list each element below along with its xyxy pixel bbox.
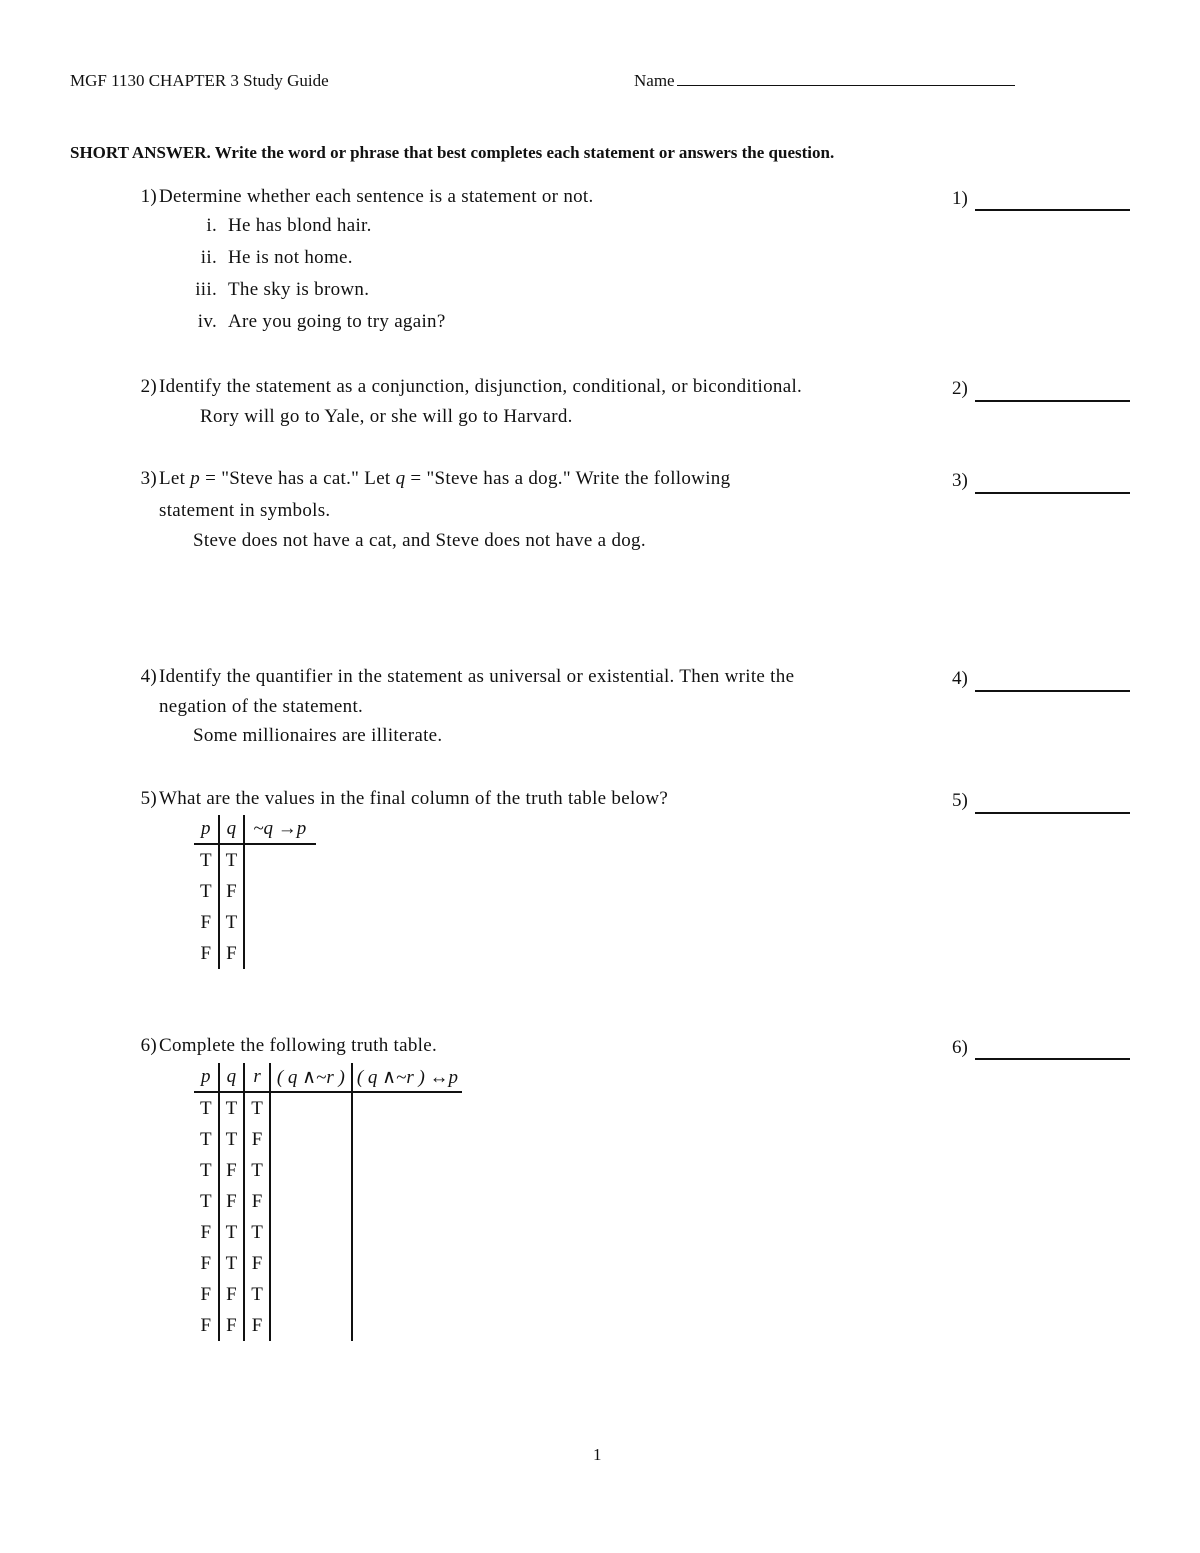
- table-header-row: [194, 1063, 462, 1092]
- answer-cell[interactable]: [352, 1217, 462, 1248]
- table-row: [194, 1186, 462, 1217]
- answer-cell[interactable]: [352, 1279, 462, 1310]
- answer-label-3: 3): [952, 470, 968, 491]
- answer-cell[interactable]: [352, 1155, 462, 1186]
- question-text: Complete the following truth table.: [159, 1035, 438, 1056]
- table-cell: F: [194, 1279, 219, 1310]
- table-cell: F: [194, 907, 219, 938]
- table-cell: F: [244, 1186, 270, 1217]
- table-cell: T: [219, 907, 245, 938]
- question-text-line2: statement in symbols.: [159, 500, 331, 521]
- table-cell: F: [219, 938, 245, 969]
- table-cell: F: [219, 876, 245, 907]
- question-text: What are the values in the final column of the truth table below?: [159, 788, 669, 809]
- table-cell: F: [244, 1124, 270, 1155]
- answer-blank-6[interactable]: [975, 1058, 1130, 1060]
- name-blank[interactable]: [677, 71, 1015, 86]
- answer-cell[interactable]: [270, 1186, 352, 1217]
- answer-blank-4[interactable]: [975, 690, 1130, 692]
- answer-cell[interactable]: [270, 1124, 352, 1155]
- column-header: q: [219, 1063, 245, 1092]
- answer-cell[interactable]: [352, 1310, 462, 1341]
- answer-cell[interactable]: [270, 1279, 352, 1310]
- table-cell: F: [194, 938, 219, 969]
- name-field[interactable]: [634, 71, 1015, 91]
- table-row: [194, 1124, 462, 1155]
- table-row: [194, 1217, 462, 1248]
- question-text-part: Let: [159, 468, 191, 489]
- answer-cell[interactable]: [352, 1248, 462, 1279]
- question-number: 5): [140, 788, 157, 809]
- table-cell: F: [194, 1310, 219, 1341]
- table-cell: T: [244, 1279, 270, 1310]
- roman-numeral: i.: [206, 215, 217, 236]
- answer-label-4: 4): [952, 668, 968, 689]
- question-number: 1): [140, 186, 157, 207]
- column-header: r: [244, 1063, 270, 1092]
- table-cell: T: [219, 844, 245, 876]
- answer-cell[interactable]: [270, 1217, 352, 1248]
- table-cell: F: [194, 1248, 219, 1279]
- answer-cell[interactable]: [270, 1155, 352, 1186]
- answer-cell[interactable]: [244, 844, 316, 876]
- table-cell: T: [219, 1248, 245, 1279]
- question-text: Determine whether each sentence is a statement or not.: [159, 186, 594, 207]
- table-cell: T: [194, 1092, 219, 1124]
- column-header: p: [194, 1063, 219, 1092]
- table-cell: F: [219, 1279, 245, 1310]
- table-row: [194, 938, 316, 969]
- list-item: [177, 215, 372, 237]
- roman-numeral: iii.: [195, 279, 217, 300]
- question-1: [133, 186, 594, 208]
- question-detail: Rory will go to Yale, or she will go to Harvard.: [200, 406, 573, 427]
- table-cell: F: [219, 1155, 245, 1186]
- table-row: [194, 1310, 462, 1341]
- table-row: [194, 1092, 462, 1124]
- table-cell: T: [244, 1092, 270, 1124]
- list-item: [177, 279, 369, 301]
- table-cell: T: [219, 1124, 245, 1155]
- question-3: [133, 468, 730, 490]
- question-detail: Steve does not have a cat, and Steve does not have a dog.: [193, 530, 646, 551]
- item-text: He has blond hair.: [228, 215, 372, 236]
- variable-p: p: [190, 468, 201, 489]
- answer-cell[interactable]: [352, 1186, 462, 1217]
- question-text: Identify the quantifier in the statement as universal or existential. Then write the: [159, 666, 795, 687]
- table-row: [194, 844, 316, 876]
- question-text: Identify the statement as a conjunction, disjunction, conditional, or biconditional.: [159, 376, 803, 397]
- answer-label-6: 6): [952, 1037, 968, 1058]
- column-header: ~q →p: [244, 815, 316, 844]
- answer-cell[interactable]: [352, 1124, 462, 1155]
- answer-cell[interactable]: [244, 876, 316, 907]
- roman-numeral: iv.: [197, 311, 217, 332]
- table-cell: F: [244, 1248, 270, 1279]
- question-6: [133, 1035, 437, 1057]
- answer-cell[interactable]: [244, 907, 316, 938]
- table-row: [194, 1248, 462, 1279]
- table-cell: T: [194, 1124, 219, 1155]
- item-text: The sky is brown.: [228, 279, 370, 300]
- question-number: 6): [140, 1035, 157, 1056]
- answer-blank-2[interactable]: [975, 400, 1130, 402]
- answer-blank-5[interactable]: [975, 812, 1130, 814]
- table-cell: F: [194, 1217, 219, 1248]
- item-text: Are you going to try again?: [228, 311, 446, 332]
- table-row: [194, 907, 316, 938]
- question-5: [133, 788, 668, 810]
- table-cell: T: [194, 844, 219, 876]
- roman-numeral: ii.: [200, 247, 217, 268]
- question-text-part: = "Steve has a cat." Let: [200, 468, 396, 489]
- instructions: SHORT ANSWER. Write the word or phrase that best completes each statement or answers the question.: [70, 143, 835, 162]
- answer-label-5: 5): [952, 790, 968, 811]
- column-header: q: [219, 815, 245, 844]
- question-number: 4): [140, 666, 157, 687]
- table-cell: T: [194, 1186, 219, 1217]
- table-header-row: [194, 815, 316, 844]
- list-item: [177, 311, 446, 333]
- table-cell: T: [244, 1217, 270, 1248]
- answer-blank-3[interactable]: [975, 492, 1130, 494]
- table-cell: T: [194, 1155, 219, 1186]
- question-2: [133, 376, 802, 398]
- truth-table-5: [194, 815, 316, 969]
- table-cell: F: [219, 1310, 245, 1341]
- answer-cell[interactable]: [352, 1092, 462, 1124]
- table-cell: T: [219, 1092, 245, 1124]
- question-detail: Some millionaires are illiterate.: [193, 725, 443, 746]
- course-title: MGF 1130 CHAPTER 3 Study Guide: [70, 71, 329, 90]
- question-number: 2): [140, 376, 157, 397]
- table-cell: T: [194, 876, 219, 907]
- truth-table-6: [194, 1063, 462, 1341]
- table-cell: F: [219, 1186, 245, 1217]
- column-header: ( q ∧~r ): [270, 1063, 352, 1092]
- question-text-part: = "Steve has a dog." Write the following: [405, 468, 731, 489]
- answer-label-1: 1): [952, 188, 968, 209]
- answer-cell[interactable]: [270, 1310, 352, 1341]
- table-cell: T: [244, 1155, 270, 1186]
- table-row: [194, 1279, 462, 1310]
- question-number: 3): [140, 468, 157, 489]
- list-item: [177, 247, 353, 269]
- page-number: 1: [593, 1445, 602, 1464]
- item-text: He is not home.: [228, 247, 353, 268]
- answer-cell[interactable]: [270, 1248, 352, 1279]
- column-header: ( q ∧~r ) ↔p: [352, 1063, 462, 1092]
- answer-cell[interactable]: [270, 1092, 352, 1124]
- table-cell: T: [219, 1217, 245, 1248]
- name-label: Name: [634, 71, 675, 90]
- table-cell: F: [244, 1310, 270, 1341]
- table-row: [194, 876, 316, 907]
- answer-label-2: 2): [952, 378, 968, 399]
- answer-cell[interactable]: [244, 938, 316, 969]
- table-row: [194, 1155, 462, 1186]
- question-4: [133, 666, 794, 688]
- variable-q: q: [395, 468, 406, 489]
- question-text-line2: negation of the statement.: [159, 696, 364, 717]
- column-header: p: [194, 815, 219, 844]
- answer-blank-1[interactable]: [975, 209, 1130, 211]
